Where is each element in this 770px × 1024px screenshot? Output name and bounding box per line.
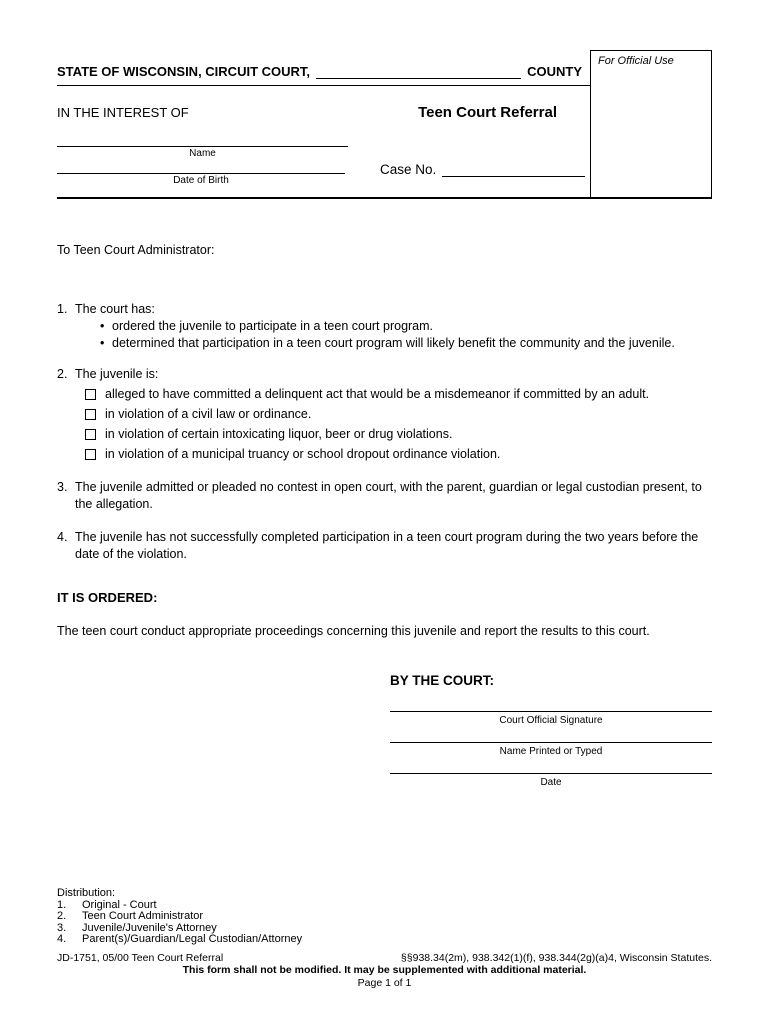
dob-field-line[interactable] — [57, 161, 345, 174]
official-use-label: For Official Use — [598, 55, 674, 67]
checkbox-liquor-drug[interactable] — [85, 429, 96, 440]
checkbox-truancy-dropout[interactable] — [85, 449, 96, 460]
header-caption-area — [57, 50, 590, 197]
footer-meta-row — [57, 953, 712, 965]
form-footer — [57, 888, 712, 989]
no-modify-notice: This form shall not be modified. It may be supplemented with additional material. — [182, 964, 587, 976]
court-caption-prefix: STATE OF WISCONSIN, CIRCUIT COURT, — [57, 64, 311, 79]
it-is-ordered-heading: IT IS ORDERED: — [57, 590, 158, 605]
checkbox-delinquent-act[interactable] — [85, 389, 96, 400]
signature-row — [390, 711, 712, 726]
item-4-text: The juvenile has not successfully completed participation in a teen court program during the two years before the date of the violation. — [75, 530, 699, 561]
signature-row — [390, 773, 712, 788]
item-number: 3. — [57, 480, 68, 494]
checkbox-row — [85, 446, 712, 463]
date-line[interactable] — [390, 773, 712, 774]
bullet-icon: • — [100, 336, 105, 350]
numbered-item-4 — [57, 529, 712, 563]
ordered-text: The teen court conduct appropriate proceedings concerning this juvenile and report the results to this court. — [57, 624, 650, 638]
distribution-number: 3. — [57, 921, 67, 934]
form-header — [57, 50, 712, 199]
dob-field-label: Date of Birth — [173, 175, 229, 186]
distribution-item — [57, 934, 712, 946]
case-number-line[interactable] — [442, 163, 585, 177]
case-number-field — [380, 162, 585, 177]
item-3-text: The juvenile admitted or pleaded no contest in open court, with the parent, guardian or legal custodian present, to the allegation. — [75, 480, 702, 511]
checkbox-label: in violation of a municipal truancy or school dropout ordinance violation. — [105, 447, 501, 461]
court-caption-row — [57, 64, 590, 86]
signature-label: Court Official Signature — [499, 715, 603, 726]
checkbox-label: in violation of certain intoxicating liquor, beer or drug violations. — [105, 427, 453, 441]
checkbox-label: in violation of a civil law or ordinance. — [105, 407, 312, 421]
statute-citations: §§938.34(2m), 938.342(1)(f), 938.344(2g)(a)4, Wisconsin Statutes. — [400, 951, 712, 964]
salutation: To Teen Court Administrator: — [57, 243, 215, 257]
item-number: 1. — [57, 302, 68, 316]
county-blank-field[interactable] — [316, 67, 521, 79]
bullet-item — [100, 335, 712, 352]
form-body — [57, 242, 712, 640]
distribution-number: 1. — [57, 898, 67, 911]
name-field-label: Name — [189, 148, 216, 159]
form-id: JD-1751, 05/00 Teen Court Referral — [57, 951, 224, 964]
dob-field — [57, 161, 345, 186]
case-number-label: Case No. — [380, 162, 437, 177]
item-number: 4. — [57, 530, 68, 544]
distribution-number: 2. — [57, 910, 67, 922]
item-1-text: The court has: — [75, 302, 155, 316]
checkbox-civil-law[interactable] — [85, 409, 96, 420]
checkbox-row — [85, 386, 712, 403]
by-the-court-heading: BY THE COURT: — [390, 673, 495, 688]
numbered-item-3 — [57, 479, 712, 513]
numbered-item-1 — [57, 301, 712, 352]
name-field-line[interactable] — [57, 129, 348, 147]
interest-row — [57, 104, 590, 121]
name-field — [57, 129, 348, 159]
bullet-text: ordered the juvenile to participate in a teen court program. — [112, 319, 434, 333]
distribution-label: Juvenile/Juvenile's Attorney — [82, 921, 217, 934]
page-number: Page 1 of 1 — [357, 976, 412, 989]
item-2-text: The juvenile is: — [75, 367, 159, 381]
numbered-item-2 — [57, 366, 712, 463]
name-printed-line[interactable] — [390, 742, 712, 743]
distribution-number: 4. — [57, 933, 67, 945]
checkbox-row — [85, 426, 712, 443]
official-use-box — [590, 50, 712, 197]
date-label: Date — [540, 777, 562, 788]
distribution-label: Original - Court — [82, 898, 157, 911]
form-title: Teen Court Referral — [418, 104, 557, 121]
distribution-heading: Distribution: — [57, 887, 116, 899]
distribution-item — [57, 911, 712, 923]
item-number: 2. — [57, 367, 68, 381]
checkbox-row — [85, 406, 712, 423]
name-printed-label: Name Printed or Typed — [499, 746, 603, 757]
bullet-text: determined that participation in a teen court program will likely benefit the community and the juvenile. — [112, 336, 675, 350]
signature-row — [390, 742, 712, 757]
court-official-signature-line[interactable] — [390, 711, 712, 712]
distribution-label: Parent(s)/Guardian/Legal Custodian/Attorney — [82, 933, 303, 945]
signature-block — [390, 673, 712, 788]
bullet-icon: • — [100, 319, 105, 333]
interest-label: IN THE INTEREST OF — [57, 105, 189, 120]
distribution-label: Teen Court Administrator — [82, 910, 204, 922]
bullet-item — [100, 318, 712, 335]
checkbox-label: alleged to have committed a delinquent act that would be a misdemeanor if committed by an adult. — [105, 387, 650, 401]
court-caption-suffix: COUNTY — [527, 64, 582, 79]
